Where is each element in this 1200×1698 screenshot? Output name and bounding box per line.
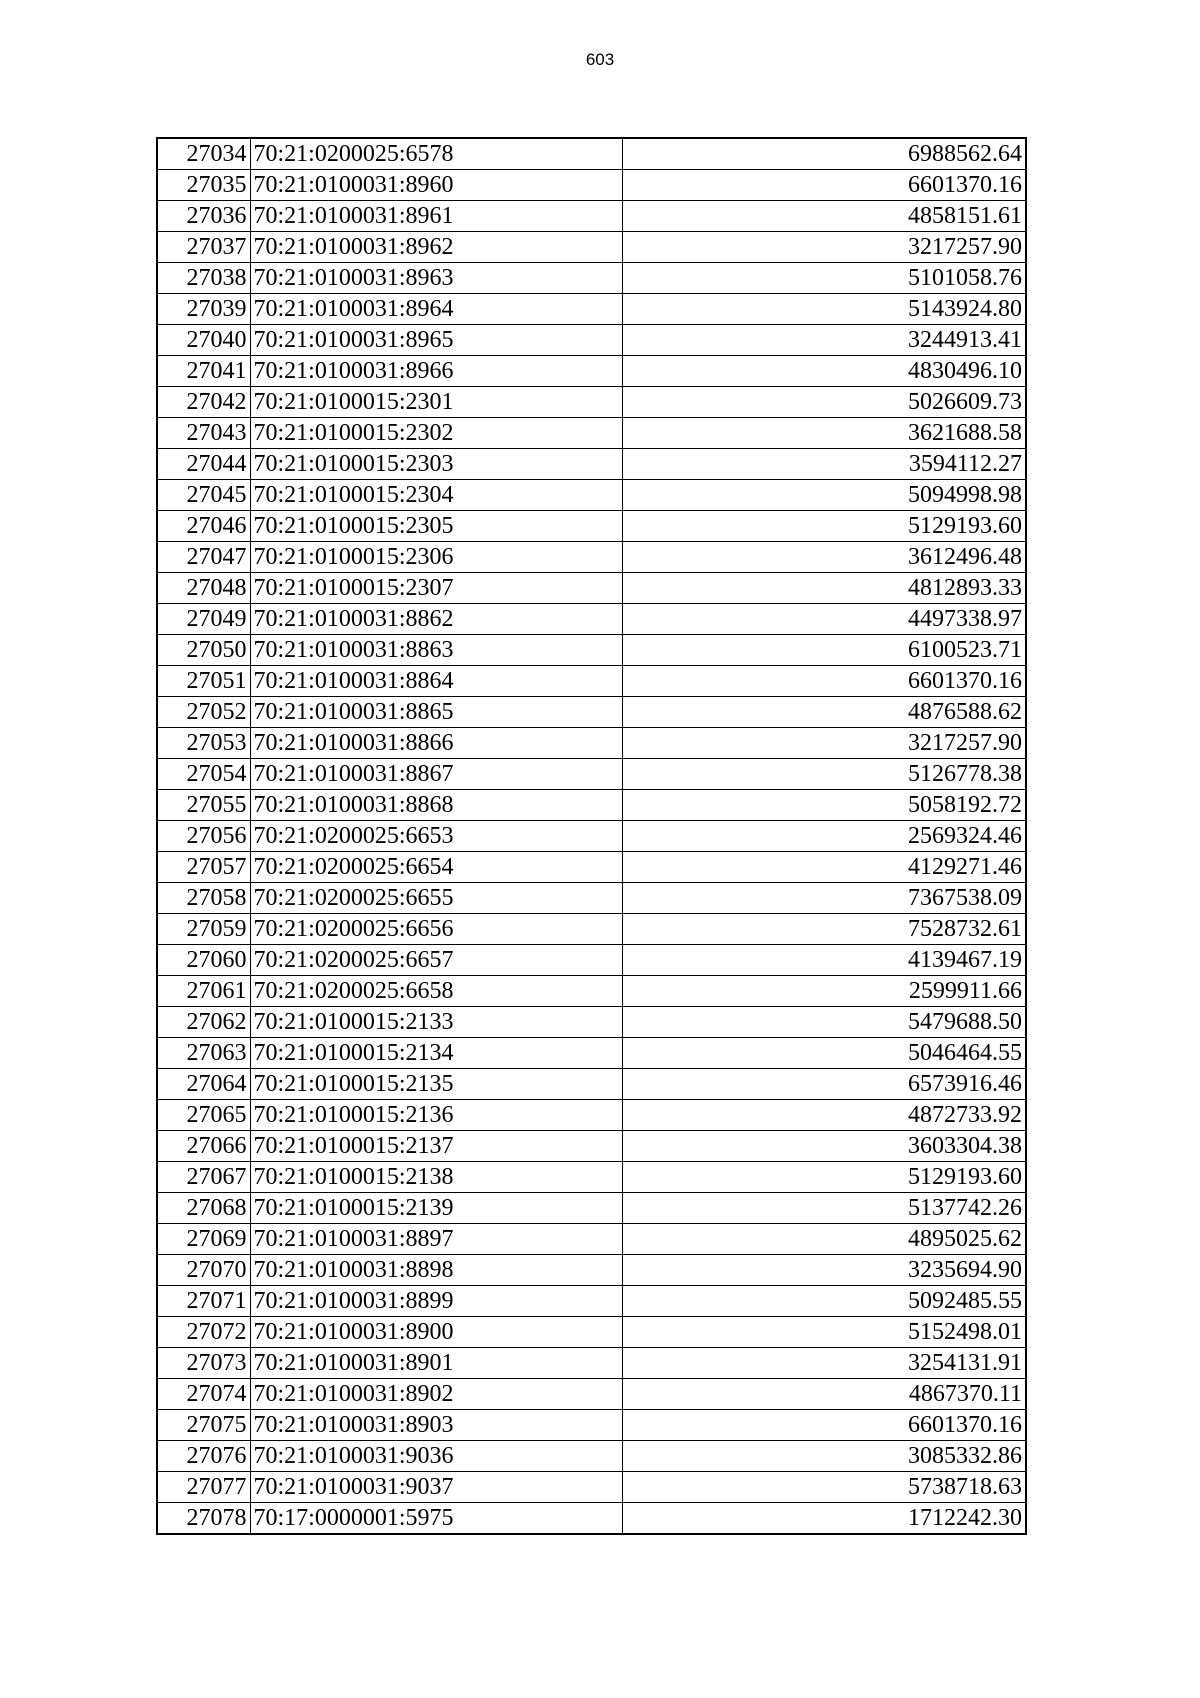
table-row (157, 201, 1026, 232)
row-number: 27036 (157, 201, 250, 232)
row-number: 27070 (157, 1255, 250, 1286)
cadastral-number: 70:21:0100015:2302 (250, 418, 622, 449)
table-row (157, 542, 1026, 573)
row-number: 27071 (157, 1286, 250, 1317)
cadastral-number: 70:21:0100031:8903 (250, 1410, 622, 1441)
row-number: 27037 (157, 232, 250, 263)
table-row (157, 945, 1026, 976)
cadastral-number: 70:21:0100015:2137 (250, 1131, 622, 1162)
row-number: 27072 (157, 1317, 250, 1348)
data-table (156, 137, 1027, 1535)
table-row (157, 1224, 1026, 1255)
cadastral-value: 4812893.33 (622, 573, 1026, 604)
table-row (157, 170, 1026, 201)
cadastral-number: 70:21:0100031:8962 (250, 232, 622, 263)
cadastral-value: 5092485.55 (622, 1286, 1026, 1317)
cadastral-value: 5026609.73 (622, 387, 1026, 418)
cadastral-number: 70:21:0100015:2138 (250, 1162, 622, 1193)
table-row (157, 387, 1026, 418)
cadastral-value: 4858151.61 (622, 201, 1026, 232)
table-row (157, 418, 1026, 449)
table-row (157, 294, 1026, 325)
row-number: 27043 (157, 418, 250, 449)
table-row (157, 1410, 1026, 1441)
table-row (157, 480, 1026, 511)
cadastral-value: 4830496.10 (622, 356, 1026, 387)
row-number: 27061 (157, 976, 250, 1007)
cadastral-value: 6988562.64 (622, 138, 1026, 170)
cadastral-number: 70:21:0100015:2303 (250, 449, 622, 480)
table-row (157, 1038, 1026, 1069)
cadastral-value: 6573916.46 (622, 1069, 1026, 1100)
row-number: 27044 (157, 449, 250, 480)
row-number: 27056 (157, 821, 250, 852)
row-number: 27050 (157, 635, 250, 666)
table-row (157, 1193, 1026, 1224)
cadastral-value: 5738718.63 (622, 1472, 1026, 1503)
cadastral-value: 5143924.80 (622, 294, 1026, 325)
table-row (157, 976, 1026, 1007)
cadastral-number: 70:21:0100015:2304 (250, 480, 622, 511)
table-row (157, 728, 1026, 759)
table-row (157, 1162, 1026, 1193)
table-row (157, 1503, 1026, 1535)
cadastral-value: 3244913.41 (622, 325, 1026, 356)
cadastral-number: 70:21:0100015:2134 (250, 1038, 622, 1069)
cadastral-number: 70:21:0100015:2136 (250, 1100, 622, 1131)
row-number: 27049 (157, 604, 250, 635)
row-number: 27035 (157, 170, 250, 201)
cadastral-value: 3612496.48 (622, 542, 1026, 573)
table-row (157, 1286, 1026, 1317)
cadastral-number: 70:21:0100031:8862 (250, 604, 622, 635)
cadastral-value: 3217257.90 (622, 728, 1026, 759)
row-number: 27055 (157, 790, 250, 821)
row-number: 27038 (157, 263, 250, 294)
row-number: 27059 (157, 914, 250, 945)
cadastral-value: 7367538.09 (622, 883, 1026, 914)
cadastral-number: 70:21:0100015:2133 (250, 1007, 622, 1038)
cadastral-number: 70:21:0100031:8960 (250, 170, 622, 201)
table-row (157, 325, 1026, 356)
row-number: 27046 (157, 511, 250, 542)
table-row (157, 138, 1026, 170)
cadastral-number: 70:21:0100031:8966 (250, 356, 622, 387)
cadastral-number: 70:21:0100015:2307 (250, 573, 622, 604)
cadastral-value: 5129193.60 (622, 511, 1026, 542)
row-number: 27041 (157, 356, 250, 387)
cadastral-value: 5046464.55 (622, 1038, 1026, 1069)
table-row (157, 635, 1026, 666)
row-number: 27042 (157, 387, 250, 418)
cadastral-number: 70:21:0100031:8865 (250, 697, 622, 728)
cadastral-value: 2599911.66 (622, 976, 1026, 1007)
cadastral-value: 3085332.86 (622, 1441, 1026, 1472)
cadastral-number: 70:21:0100015:2135 (250, 1069, 622, 1100)
cadastral-number: 70:21:0100031:8964 (250, 294, 622, 325)
cadastral-number: 70:21:0100031:8900 (250, 1317, 622, 1348)
cadastral-value: 5137742.26 (622, 1193, 1026, 1224)
table-row (157, 1441, 1026, 1472)
table-row (157, 1348, 1026, 1379)
cadastral-number: 70:21:0100031:8863 (250, 635, 622, 666)
cadastral-value: 5479688.50 (622, 1007, 1026, 1038)
cadastral-number: 70:21:0100031:8867 (250, 759, 622, 790)
row-number: 27057 (157, 852, 250, 883)
table-body (157, 138, 1026, 1534)
table-row (157, 666, 1026, 697)
cadastral-number: 70:21:0100015:2306 (250, 542, 622, 573)
cadastral-number: 70:21:0100031:8961 (250, 201, 622, 232)
row-number: 27051 (157, 666, 250, 697)
table-row (157, 232, 1026, 263)
table-row (157, 852, 1026, 883)
cadastral-value: 5058192.72 (622, 790, 1026, 821)
cadastral-value: 6601370.16 (622, 666, 1026, 697)
cadastral-value: 4497338.97 (622, 604, 1026, 635)
table-row (157, 573, 1026, 604)
table-row (157, 1131, 1026, 1162)
row-number: 27063 (157, 1038, 250, 1069)
row-number: 27058 (157, 883, 250, 914)
cadastral-number: 70:21:0100031:8868 (250, 790, 622, 821)
cadastral-number: 70:21:0200025:6654 (250, 852, 622, 883)
cadastral-number: 70:21:0100031:8963 (250, 263, 622, 294)
cadastral-value: 5152498.01 (622, 1317, 1026, 1348)
cadastral-value: 6100523.71 (622, 635, 1026, 666)
table-row (157, 263, 1026, 294)
cadastral-value: 6601370.16 (622, 1410, 1026, 1441)
table-row (157, 790, 1026, 821)
row-number: 27034 (157, 138, 250, 170)
cadastral-number: 70:21:0100031:8864 (250, 666, 622, 697)
row-number: 27064 (157, 1069, 250, 1100)
cadastral-value: 3254131.91 (622, 1348, 1026, 1379)
row-number: 27067 (157, 1162, 250, 1193)
table-row (157, 883, 1026, 914)
cadastral-number: 70:21:0200025:6656 (250, 914, 622, 945)
cadastral-number: 70:21:0100031:8965 (250, 325, 622, 356)
row-number: 27078 (157, 1503, 250, 1535)
cadastral-value: 7528732.61 (622, 914, 1026, 945)
cadastral-number: 70:21:0100031:8866 (250, 728, 622, 759)
row-number: 27062 (157, 1007, 250, 1038)
row-number: 27054 (157, 759, 250, 790)
cadastral-number: 70:21:0100015:2301 (250, 387, 622, 418)
row-number: 27053 (157, 728, 250, 759)
cadastral-value: 5094998.98 (622, 480, 1026, 511)
table-row (157, 1472, 1026, 1503)
cadastral-value: 3217257.90 (622, 232, 1026, 263)
cadastral-number: 70:21:0200025:6578 (250, 138, 622, 170)
row-number: 27068 (157, 1193, 250, 1224)
cadastral-number: 70:21:0200025:6658 (250, 976, 622, 1007)
row-number: 27075 (157, 1410, 250, 1441)
row-number: 27076 (157, 1441, 250, 1472)
table-row (157, 449, 1026, 480)
row-number: 27052 (157, 697, 250, 728)
page-number: 603 (585, 50, 615, 69)
cadastral-number: 70:21:0100031:8899 (250, 1286, 622, 1317)
cadastral-number: 70:21:0100031:8901 (250, 1348, 622, 1379)
cadastral-value: 3621688.58 (622, 418, 1026, 449)
row-number: 27065 (157, 1100, 250, 1131)
table-row (157, 511, 1026, 542)
cadastral-number: 70:21:0100031:8902 (250, 1379, 622, 1410)
table-row (157, 356, 1026, 387)
table-row (157, 604, 1026, 635)
table-row (157, 1100, 1026, 1131)
cadastral-number: 70:21:0100031:8898 (250, 1255, 622, 1286)
cadastral-number: 70:21:0100031:9037 (250, 1472, 622, 1503)
cadastral-value: 5126778.38 (622, 759, 1026, 790)
row-number: 27074 (157, 1379, 250, 1410)
cadastral-number: 70:17:0000001:5975 (250, 1503, 622, 1535)
cadastral-number: 70:21:0200025:6657 (250, 945, 622, 976)
table-row (157, 697, 1026, 728)
cadastral-number: 70:21:0100015:2139 (250, 1193, 622, 1224)
table-row (157, 1255, 1026, 1286)
row-number: 27073 (157, 1348, 250, 1379)
cadastral-value: 6601370.16 (622, 170, 1026, 201)
row-number: 27048 (157, 573, 250, 604)
row-number: 27077 (157, 1472, 250, 1503)
cadastral-value: 4129271.46 (622, 852, 1026, 883)
row-number: 27039 (157, 294, 250, 325)
table-row (157, 821, 1026, 852)
table-row (157, 759, 1026, 790)
cadastral-value: 5129193.60 (622, 1162, 1026, 1193)
cadastral-number: 70:21:0100031:9036 (250, 1441, 622, 1472)
table-row (157, 1379, 1026, 1410)
row-number: 27045 (157, 480, 250, 511)
cadastral-number: 70:21:0200025:6653 (250, 821, 622, 852)
cadastral-number: 70:21:0100015:2305 (250, 511, 622, 542)
table-row (157, 1317, 1026, 1348)
cadastral-value: 5101058.76 (622, 263, 1026, 294)
cadastral-value: 3235694.90 (622, 1255, 1026, 1286)
cadastral-value: 3603304.38 (622, 1131, 1026, 1162)
cadastral-value: 4872733.92 (622, 1100, 1026, 1131)
cadastral-number: 70:21:0200025:6655 (250, 883, 622, 914)
cadastral-value: 4895025.62 (622, 1224, 1026, 1255)
row-number: 27069 (157, 1224, 250, 1255)
table-row (157, 1069, 1026, 1100)
row-number: 27066 (157, 1131, 250, 1162)
cadastral-value: 1712242.30 (622, 1503, 1026, 1535)
cadastral-value: 4139467.19 (622, 945, 1026, 976)
table-row (157, 914, 1026, 945)
table-row (157, 1007, 1026, 1038)
cadastral-value: 2569324.46 (622, 821, 1026, 852)
cadastral-number: 70:21:0100031:8897 (250, 1224, 622, 1255)
cadastral-value: 4867370.11 (622, 1379, 1026, 1410)
row-number: 27040 (157, 325, 250, 356)
cadastral-value: 3594112.27 (622, 449, 1026, 480)
cadastral-value: 4876588.62 (622, 697, 1026, 728)
row-number: 27047 (157, 542, 250, 573)
row-number: 27060 (157, 945, 250, 976)
